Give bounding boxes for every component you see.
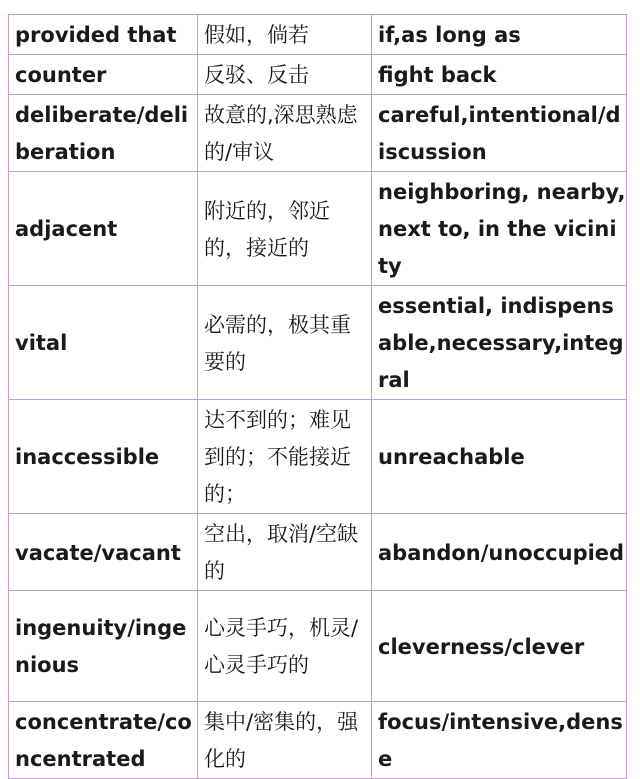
- synonyms-cell: essential, indispensable,necessary,integral: [372, 286, 627, 400]
- synonyms-cell: careful,intentional/discussion: [372, 95, 627, 172]
- synonyms-cell: neighboring, nearby, next to, in the vicinity: [372, 172, 627, 286]
- synonyms-cell: fight back: [372, 55, 627, 95]
- term-cell: vital: [9, 286, 198, 400]
- chinese-meaning-cell: 假如，倘若: [198, 15, 372, 55]
- vocabulary-table: [8, 14, 627, 779]
- term-cell: vacate/vacant: [9, 514, 198, 591]
- chinese-meaning-cell: 达不到的；难见到的；不能接近的；: [198, 400, 372, 514]
- chinese-meaning-cell: 空出，取消/空缺的: [198, 514, 372, 591]
- table-row: [9, 591, 627, 702]
- chinese-meaning-cell: 心灵手巧，机灵/心灵手巧的: [198, 591, 372, 702]
- table-row: [9, 15, 627, 55]
- table-row: [9, 514, 627, 591]
- term-cell: deliberate/deliberation: [9, 95, 198, 172]
- term-cell: inaccessible: [9, 400, 198, 514]
- term-cell: provided that: [9, 15, 198, 55]
- synonyms-cell: unreachable: [372, 400, 627, 514]
- term-cell: adjacent: [9, 172, 198, 286]
- chinese-meaning-cell: 故意的,深思熟虑的/审议: [198, 95, 372, 172]
- table-row: [9, 172, 627, 286]
- chinese-meaning-cell: 反驳、反击: [198, 55, 372, 95]
- table-row: [9, 95, 627, 172]
- table-row: [9, 286, 627, 400]
- synonyms-cell: cleverness/clever: [372, 591, 627, 702]
- synonyms-cell: abandon/unoccupied: [372, 514, 627, 591]
- table-row: [9, 55, 627, 95]
- term-cell: counter: [9, 55, 198, 95]
- chinese-meaning-cell: 必需的，极其重要的: [198, 286, 372, 400]
- term-cell: ingenuity/ingenious: [9, 591, 198, 702]
- synonyms-cell: focus/intensive,dense: [372, 702, 627, 779]
- term-cell: concentrate/concentrated: [9, 702, 198, 779]
- table-row: [9, 400, 627, 514]
- chinese-meaning-cell: 集中/密集的，强化的: [198, 702, 372, 779]
- chinese-meaning-cell: 附近的，邻近的，接近的: [198, 172, 372, 286]
- table-row: [9, 702, 627, 779]
- synonyms-cell: if,as long as: [372, 15, 627, 55]
